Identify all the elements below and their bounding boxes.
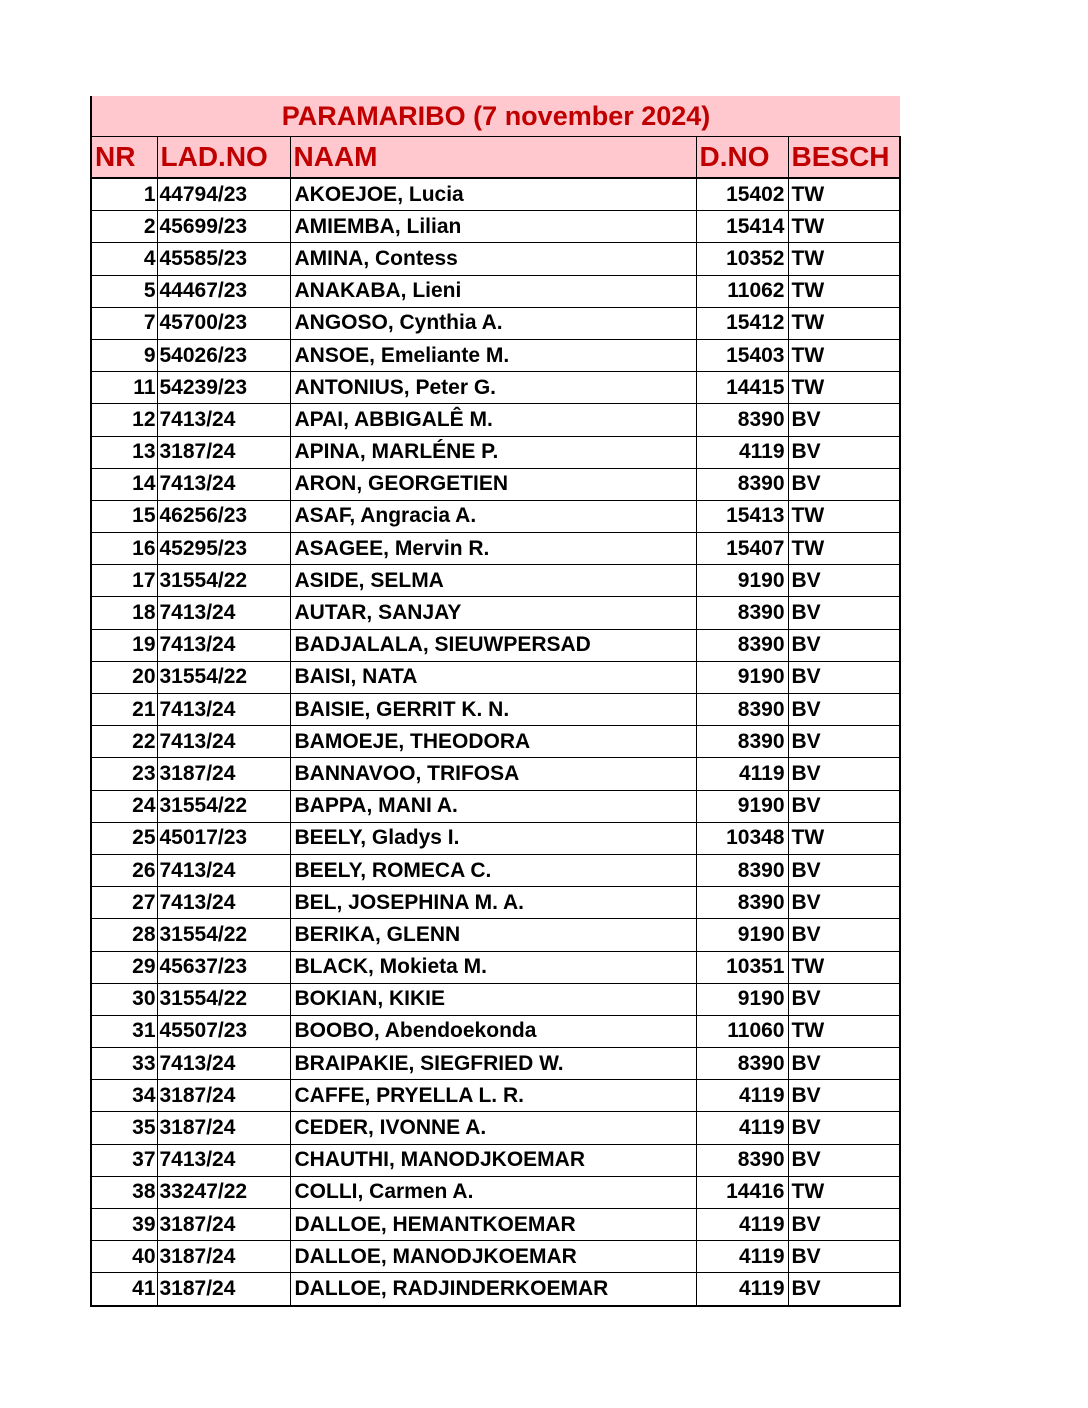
cell-naam: BANNAVOO, TRIFOSA xyxy=(290,758,696,790)
cell-naam: ASIDE, SELMA xyxy=(290,565,696,597)
cell-naam: AKOEJOE, Lucia xyxy=(290,178,696,211)
cell-nr: 29 xyxy=(91,951,157,983)
cell-naam: APAI, ABBIGALÊ M. xyxy=(290,404,696,436)
cell-lad-no: 45585/23 xyxy=(157,243,290,275)
table-row xyxy=(91,1112,900,1144)
cell-naam: BAMOEJE, THEODORA xyxy=(290,726,696,758)
cell-d-no: 14416 xyxy=(696,1176,788,1208)
cell-nr: 13 xyxy=(91,436,157,468)
cell-lad-no: 3187/24 xyxy=(157,758,290,790)
cell-nr: 41 xyxy=(91,1273,157,1306)
table-row xyxy=(91,275,900,307)
cell-lad-no: 33247/22 xyxy=(157,1176,290,1208)
cell-nr: 28 xyxy=(91,919,157,951)
cell-nr: 5 xyxy=(91,275,157,307)
cell-lad-no: 45699/23 xyxy=(157,211,290,243)
cell-besch: BV xyxy=(788,854,900,886)
cell-d-no: 4119 xyxy=(696,1112,788,1144)
cell-naam: ANAKABA, Lieni xyxy=(290,275,696,307)
cell-lad-no: 3187/24 xyxy=(157,1209,290,1241)
cell-nr: 20 xyxy=(91,661,157,693)
cell-besch: TW xyxy=(788,822,900,854)
cell-nr: 39 xyxy=(91,1209,157,1241)
cell-lad-no: 7413/24 xyxy=(157,404,290,436)
column-header-d-no: D.NO xyxy=(696,137,788,179)
cell-nr: 22 xyxy=(91,726,157,758)
cell-nr: 35 xyxy=(91,1112,157,1144)
cell-naam: AMIEMBA, Lilian xyxy=(290,211,696,243)
cell-besch: BV xyxy=(788,1048,900,1080)
cell-besch: TW xyxy=(788,500,900,532)
cell-besch: BV xyxy=(788,983,900,1015)
cell-naam: ANGOSO, Cynthia A. xyxy=(290,307,696,339)
table-row xyxy=(91,307,900,339)
cell-naam: ASAGEE, Mervin R. xyxy=(290,533,696,565)
table-row xyxy=(91,1176,900,1208)
table-row xyxy=(91,661,900,693)
table-row xyxy=(91,1241,900,1273)
cell-besch: TW xyxy=(788,307,900,339)
cell-lad-no: 7413/24 xyxy=(157,629,290,661)
cell-d-no: 8390 xyxy=(696,854,788,886)
cell-nr: 17 xyxy=(91,565,157,597)
cell-d-no: 9190 xyxy=(696,790,788,822)
cell-nr: 15 xyxy=(91,500,157,532)
cell-d-no: 15403 xyxy=(696,339,788,371)
cell-d-no: 4119 xyxy=(696,1209,788,1241)
cell-besch: BV xyxy=(788,1273,900,1306)
cell-nr: 1 xyxy=(91,178,157,211)
cell-lad-no: 31554/22 xyxy=(157,919,290,951)
cell-lad-no: 3187/24 xyxy=(157,1112,290,1144)
cell-d-no: 8390 xyxy=(696,1144,788,1176)
cell-naam: BERIKA, GLENN xyxy=(290,919,696,951)
table-row xyxy=(91,983,900,1015)
cell-naam: BADJALALA, SIEUWPERSAD xyxy=(290,629,696,661)
table-row xyxy=(91,951,900,983)
table-row xyxy=(91,339,900,371)
cell-lad-no: 3187/24 xyxy=(157,436,290,468)
cell-besch: TW xyxy=(788,211,900,243)
cell-lad-no: 45017/23 xyxy=(157,822,290,854)
cell-naam: BRAIPAKIE, SIEGFRIED W. xyxy=(290,1048,696,1080)
cell-d-no: 4119 xyxy=(696,1241,788,1273)
cell-naam: CHAUTHI, MANODJKOEMAR xyxy=(290,1144,696,1176)
table-row xyxy=(91,243,900,275)
cell-nr: 26 xyxy=(91,854,157,886)
cell-naam: BAISIE, GERRIT K. N. xyxy=(290,694,696,726)
table-row xyxy=(91,468,900,500)
cell-naam: ANSOE, Emeliante M. xyxy=(290,339,696,371)
cell-d-no: 8390 xyxy=(696,1048,788,1080)
cell-d-no: 4119 xyxy=(696,1273,788,1306)
cell-besch: TW xyxy=(788,372,900,404)
cell-naam: BOKIAN, KIKIE xyxy=(290,983,696,1015)
cell-lad-no: 31554/22 xyxy=(157,661,290,693)
table-row xyxy=(91,1273,900,1306)
column-header-besch: BESCH xyxy=(788,137,900,179)
table-row xyxy=(91,758,900,790)
cell-naam: APINA, MARLÉNE P. xyxy=(290,436,696,468)
page-title: PARAMARIBO (7 november 2024) xyxy=(91,96,900,137)
cell-besch: BV xyxy=(788,1209,900,1241)
cell-besch: BV xyxy=(788,404,900,436)
cell-lad-no: 45295/23 xyxy=(157,533,290,565)
table-row xyxy=(91,919,900,951)
cell-nr: 37 xyxy=(91,1144,157,1176)
cell-besch: BV xyxy=(788,597,900,629)
cell-besch: BV xyxy=(788,629,900,661)
table-row xyxy=(91,726,900,758)
cell-naam: CEDER, IVONNE A. xyxy=(290,1112,696,1144)
cell-lad-no: 7413/24 xyxy=(157,1048,290,1080)
cell-besch: BV xyxy=(788,1241,900,1273)
table-body xyxy=(91,178,900,1306)
cell-besch: BV xyxy=(788,694,900,726)
cell-nr: 30 xyxy=(91,983,157,1015)
cell-besch: BV xyxy=(788,436,900,468)
cell-besch: BV xyxy=(788,1080,900,1112)
cell-d-no: 9190 xyxy=(696,983,788,1015)
cell-lad-no: 44794/23 xyxy=(157,178,290,211)
cell-naam: BEELY, ROMECA C. xyxy=(290,854,696,886)
cell-nr: 33 xyxy=(91,1048,157,1080)
cell-d-no: 4119 xyxy=(696,436,788,468)
cell-besch: TW xyxy=(788,951,900,983)
table-row xyxy=(91,694,900,726)
cell-naam: BAISI, NATA xyxy=(290,661,696,693)
cell-naam: DALLOE, RADJINDERKOEMAR xyxy=(290,1273,696,1306)
cell-besch: TW xyxy=(788,275,900,307)
cell-besch: BV xyxy=(788,565,900,597)
cell-nr: 38 xyxy=(91,1176,157,1208)
cell-besch: BV xyxy=(788,1144,900,1176)
table-row xyxy=(91,887,900,919)
cell-besch: BV xyxy=(788,661,900,693)
cell-naam: DALLOE, MANODJKOEMAR xyxy=(290,1241,696,1273)
cell-nr: 24 xyxy=(91,790,157,822)
cell-lad-no: 3187/24 xyxy=(157,1273,290,1306)
cell-nr: 21 xyxy=(91,694,157,726)
cell-naam: COLLI, Carmen A. xyxy=(290,1176,696,1208)
cell-besch: TW xyxy=(788,1015,900,1047)
cell-besch: BV xyxy=(788,1112,900,1144)
table-row xyxy=(91,597,900,629)
cell-naam: ARON, GEORGETIEN xyxy=(290,468,696,500)
cell-lad-no: 54026/23 xyxy=(157,339,290,371)
cell-lad-no: 7413/24 xyxy=(157,694,290,726)
cell-nr: 40 xyxy=(91,1241,157,1273)
cell-lad-no: 45637/23 xyxy=(157,951,290,983)
cell-nr: 2 xyxy=(91,211,157,243)
table-row xyxy=(91,565,900,597)
cell-lad-no: 7413/24 xyxy=(157,854,290,886)
cell-besch: BV xyxy=(788,790,900,822)
cell-d-no: 9190 xyxy=(696,919,788,951)
cell-besch: BV xyxy=(788,468,900,500)
table-row xyxy=(91,1048,900,1080)
cell-lad-no: 7413/24 xyxy=(157,1144,290,1176)
cell-lad-no: 44467/23 xyxy=(157,275,290,307)
table-row xyxy=(91,436,900,468)
cell-nr: 19 xyxy=(91,629,157,661)
cell-lad-no: 31554/22 xyxy=(157,565,290,597)
cell-d-no: 10352 xyxy=(696,243,788,275)
cell-lad-no: 46256/23 xyxy=(157,500,290,532)
cell-d-no: 15413 xyxy=(696,500,788,532)
cell-d-no: 8390 xyxy=(696,629,788,661)
cell-d-no: 10351 xyxy=(696,951,788,983)
cell-nr: 14 xyxy=(91,468,157,500)
cell-lad-no: 45507/23 xyxy=(157,1015,290,1047)
cell-d-no: 15412 xyxy=(696,307,788,339)
cell-besch: TW xyxy=(788,339,900,371)
cell-lad-no: 31554/22 xyxy=(157,790,290,822)
cell-naam: AMINA, Contess xyxy=(290,243,696,275)
cell-nr: 31 xyxy=(91,1015,157,1047)
column-header-row xyxy=(91,137,900,179)
cell-nr: 18 xyxy=(91,597,157,629)
cell-besch: TW xyxy=(788,178,900,211)
cell-d-no: 11060 xyxy=(696,1015,788,1047)
cell-lad-no: 7413/24 xyxy=(157,726,290,758)
cell-d-no: 14415 xyxy=(696,372,788,404)
cell-nr: 27 xyxy=(91,887,157,919)
table-row xyxy=(91,178,900,211)
table-row xyxy=(91,372,900,404)
cell-d-no: 15414 xyxy=(696,211,788,243)
cell-nr: 16 xyxy=(91,533,157,565)
cell-nr: 25 xyxy=(91,822,157,854)
cell-d-no: 8390 xyxy=(696,597,788,629)
cell-nr: 4 xyxy=(91,243,157,275)
cell-besch: BV xyxy=(788,919,900,951)
table-row xyxy=(91,790,900,822)
cell-nr: 23 xyxy=(91,758,157,790)
cell-naam: DALLOE, HEMANTKOEMAR xyxy=(290,1209,696,1241)
cell-lad-no: 54239/23 xyxy=(157,372,290,404)
cell-naam: BEELY, Gladys I. xyxy=(290,822,696,854)
cell-d-no: 4119 xyxy=(696,758,788,790)
cell-d-no: 4119 xyxy=(696,1080,788,1112)
cell-d-no: 8390 xyxy=(696,726,788,758)
cell-d-no: 8390 xyxy=(696,694,788,726)
table-row xyxy=(91,404,900,436)
cell-lad-no: 31554/22 xyxy=(157,983,290,1015)
roster-table xyxy=(90,96,901,1307)
column-header-naam: NAAM xyxy=(290,137,696,179)
cell-naam: BAPPA, MANI A. xyxy=(290,790,696,822)
table-row xyxy=(91,1144,900,1176)
table-row xyxy=(91,854,900,886)
cell-naam: BOOBO, Abendoekonda xyxy=(290,1015,696,1047)
cell-lad-no: 3187/24 xyxy=(157,1080,290,1112)
cell-naam: CAFFE, PRYELLA L. R. xyxy=(290,1080,696,1112)
table-row xyxy=(91,1080,900,1112)
cell-naam: ANTONIUS, Peter G. xyxy=(290,372,696,404)
cell-naam: ASAF, Angracia A. xyxy=(290,500,696,532)
cell-d-no: 11062 xyxy=(696,275,788,307)
cell-besch: BV xyxy=(788,758,900,790)
table-row xyxy=(91,629,900,661)
cell-d-no: 9190 xyxy=(696,661,788,693)
cell-d-no: 9190 xyxy=(696,565,788,597)
table-row xyxy=(91,533,900,565)
cell-d-no: 8390 xyxy=(696,468,788,500)
cell-naam: BLACK, Mokieta M. xyxy=(290,951,696,983)
cell-nr: 11 xyxy=(91,372,157,404)
cell-nr: 9 xyxy=(91,339,157,371)
cell-d-no: 15407 xyxy=(696,533,788,565)
cell-lad-no: 7413/24 xyxy=(157,468,290,500)
cell-lad-no: 7413/24 xyxy=(157,597,290,629)
column-header-lad-no: LAD.NO xyxy=(157,137,290,179)
cell-d-no: 15402 xyxy=(696,178,788,211)
cell-besch: TW xyxy=(788,1176,900,1208)
table-row xyxy=(91,822,900,854)
cell-nr: 7 xyxy=(91,307,157,339)
column-header-nr: NR xyxy=(91,137,157,179)
cell-nr: 12 xyxy=(91,404,157,436)
cell-besch: TW xyxy=(788,243,900,275)
cell-lad-no: 7413/24 xyxy=(157,887,290,919)
cell-d-no: 8390 xyxy=(696,887,788,919)
cell-lad-no: 3187/24 xyxy=(157,1241,290,1273)
cell-d-no: 10348 xyxy=(696,822,788,854)
cell-besch: BV xyxy=(788,726,900,758)
table-row xyxy=(91,1209,900,1241)
title-row xyxy=(91,96,900,137)
table-row xyxy=(91,211,900,243)
cell-besch: BV xyxy=(788,887,900,919)
cell-lad-no: 45700/23 xyxy=(157,307,290,339)
table-row xyxy=(91,1015,900,1047)
cell-besch: TW xyxy=(788,533,900,565)
cell-d-no: 8390 xyxy=(696,404,788,436)
cell-naam: BEL, JOSEPHINA M. A. xyxy=(290,887,696,919)
table-row xyxy=(91,500,900,532)
cell-nr: 34 xyxy=(91,1080,157,1112)
cell-naam: AUTAR, SANJAY xyxy=(290,597,696,629)
